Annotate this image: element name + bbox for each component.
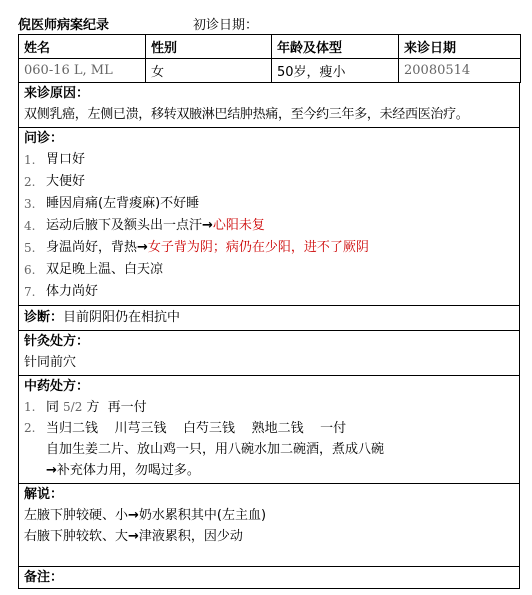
item-text: 身温尚好，背热: [46, 240, 138, 255]
remarks-section: [18, 567, 520, 589]
list-item: [24, 281, 514, 303]
explanation-line-1: [19, 505, 519, 526]
diagnosis-line: [19, 306, 519, 330]
explanation-right: 右腋下肿较软、大: [24, 529, 129, 544]
explanation-right-note: 津液累积，因少动: [138, 529, 243, 544]
list-item: [24, 259, 514, 281]
list-item: [19, 418, 519, 439]
item-number: 4.: [24, 219, 36, 233]
patient-name: 060-16 L, ML: [19, 59, 146, 83]
initial-visit-date-label: 初诊日期：: [193, 17, 259, 33]
explanation-left: 左腋下肿较硬、小: [24, 508, 129, 523]
case-record: [18, 12, 520, 589]
reason-label: 来诊原因：: [24, 86, 90, 101]
item1-reference: 5/2: [63, 400, 83, 414]
list-item: [19, 397, 519, 418]
item-note: 心阳未复: [212, 218, 265, 233]
item2-purpose-line: [19, 460, 519, 483]
item2-instructions: 自加生姜二片、放山鸡一只，用八碗水加二碗酒，煮成八碗: [46, 442, 385, 457]
reason-section: [18, 83, 520, 128]
item1-suffix: 方 再一付: [86, 400, 147, 415]
table-header-row: [19, 35, 521, 59]
explanation-label: 解说：: [24, 487, 64, 502]
header-sex: 性别: [146, 35, 272, 59]
title-row: [18, 12, 520, 34]
acupuncture-text: 针同前穴: [24, 355, 77, 370]
header-age-build: 年龄及体型: [272, 35, 399, 59]
item-text: 睡因肩痛(左背痠麻)不好睡: [46, 196, 200, 211]
reason-text: 双侧乳癌，左侧已溃，移转双腋淋巴结肿热痛，至今约三年多，未经西医治疗。: [24, 107, 469, 122]
list-item: [24, 171, 514, 193]
item-number: 3.: [24, 197, 36, 211]
item-number: 5.: [24, 241, 36, 255]
explanation-line-2: [19, 526, 519, 547]
item2-purpose: 补充体力用，勿喝过多。: [56, 463, 200, 478]
visit-date: 20080514: [399, 59, 521, 83]
item-text: 双足晚上温、白天凉: [46, 262, 164, 277]
item-text: 胃口好: [46, 152, 86, 167]
item-number: 7.: [24, 285, 36, 299]
header-name: 姓名: [19, 35, 146, 59]
header-visit-date: 来诊日期: [399, 35, 521, 59]
item1-prefix: 同: [46, 400, 60, 415]
diagnosis-text: 目前阴阳仍在相抗中: [63, 310, 181, 325]
document-title: 倪医师病案纪录: [18, 17, 110, 33]
diagnosis-section: [18, 306, 520, 331]
acupuncture-label: 针灸处方：: [24, 334, 90, 349]
patient-sex: 女: [146, 59, 272, 83]
remarks-label: 备注：: [24, 570, 64, 585]
item-number: 2.: [24, 175, 36, 189]
patient-info-table: [18, 34, 521, 83]
list-item: [24, 193, 514, 215]
item-text: 体力尚好: [46, 284, 99, 299]
list-item: [24, 215, 514, 237]
item2-herbs: 当归二钱 川芎三钱 白芍三钱 熟地二钱 一付: [46, 421, 347, 436]
arrow-icon: →: [137, 240, 148, 255]
arrow-icon: →: [128, 508, 139, 523]
list-item: [24, 237, 514, 259]
list-item: [24, 149, 514, 171]
item-number: 6.: [24, 263, 36, 277]
item-number: 1.: [24, 153, 36, 167]
diagnosis-label: 诊断：: [24, 310, 64, 325]
item-number: 2.: [24, 421, 36, 435]
arrow-icon: →: [202, 218, 213, 233]
arrow-icon: →: [46, 463, 57, 478]
arrow-icon: →: [128, 529, 139, 544]
inquiry-section: [18, 128, 520, 306]
herbal-label: 中药处方：: [24, 379, 90, 394]
inquiry-list: [19, 149, 519, 305]
explanation-section: [18, 484, 520, 567]
table-row: [19, 59, 521, 83]
item-text: 运动后腋下及额头出一点汗: [46, 218, 203, 233]
acupuncture-section: [18, 331, 520, 376]
patient-age-build: 50岁，瘦小: [272, 59, 399, 83]
explanation-left-note: 奶水累积其中(左主血): [138, 508, 267, 523]
item-note: 女子背为阴；病仍在少阳，进不了厥阴: [147, 240, 369, 255]
item-text: 大便好: [46, 174, 86, 189]
inquiry-label: 问诊：: [24, 131, 64, 146]
item-number: 1.: [24, 400, 36, 414]
herbal-section: [18, 376, 520, 484]
